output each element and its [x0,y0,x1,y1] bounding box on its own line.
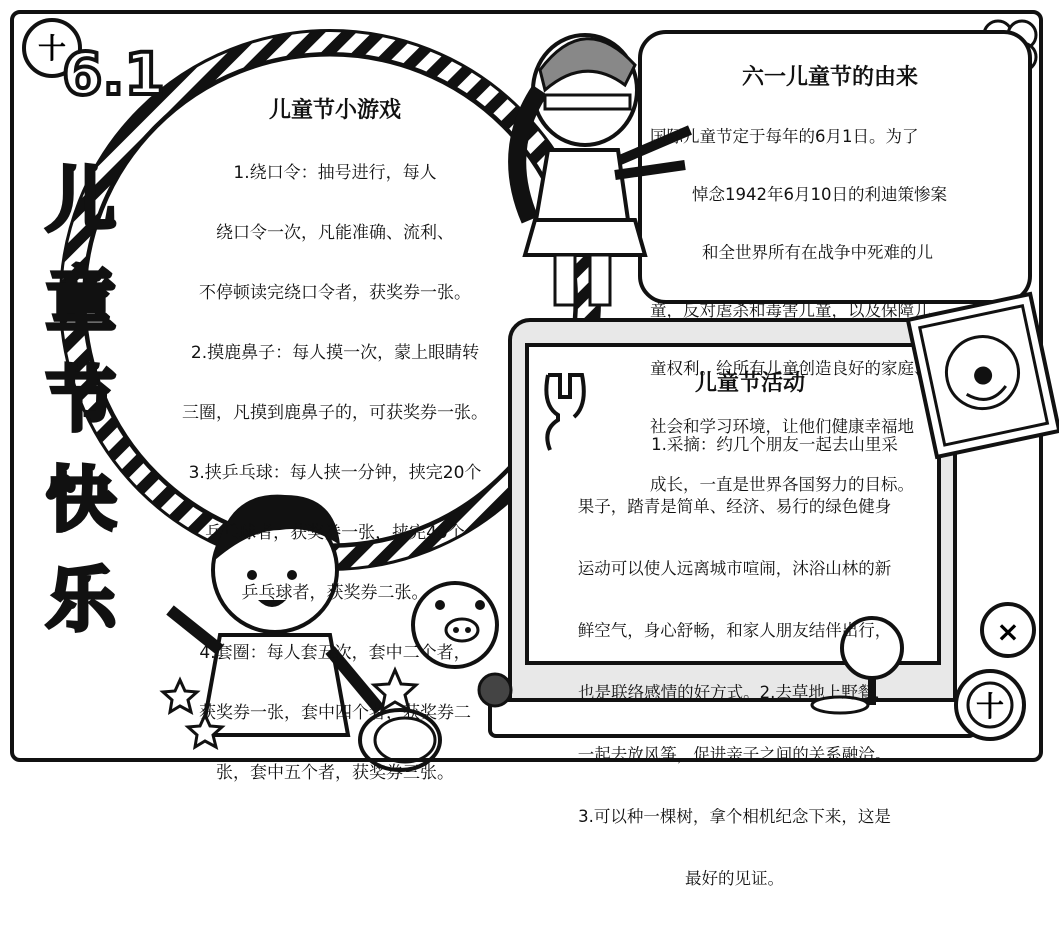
svg-text:十: 十 [975,690,1005,723]
activities-line: 最好的见证。 [685,869,784,888]
activities-line: 一起去放风筝，促进亲子之间的关系融洽。 [577,745,892,764]
plus-button-icon [956,671,1024,739]
activities-line: 鲜空气，身心舒畅，和家人朋友结伴出行， [577,621,892,640]
games-line: 1.绕口令：抽号进行，每人 [233,163,437,183]
origin-line: 国际儿童节定于每年的6月1日。为了 [650,127,919,146]
games-line: 三圈，凡摸到鹿鼻子的，可获奖券一张。 [182,403,488,423]
activities-line: 1.采摘：约几个朋友一起去山里采 [651,435,898,454]
activities-title: 儿童节活动 [694,371,805,396]
origin-line: 悼念1942年6月10日的利迪策惨案 [692,185,947,204]
origin-line: 成长，一直是世界各国努力的目标。 [650,475,914,494]
banner-char-4: 快 [46,459,116,541]
games-title: 儿童节小游戏 [268,98,401,123]
svg-text:×: × [996,615,1020,648]
games-line: 3.挟乒乓球：每人挟一分钟，挟完20个 [188,463,482,483]
close-button-icon [982,604,1034,656]
activities-line: 运动可以使人远离城市喧闹，沐浴山林的新 [577,559,892,578]
banner-char-3: 节 [46,359,116,441]
games-line: 乒乓球者，获奖券一张，挟完40个 [205,523,465,543]
games-line: 绕口令一次，凡能准确、流利、 [216,223,454,243]
svg-text:十: 十 [37,32,67,65]
games-line: 张，套中五个者，获奖券三张。 [216,763,454,783]
banner-char-5: 乐 [46,559,116,641]
origin-line: 童，反对虐杀和毒害儿童，以及保障儿 [650,301,931,320]
games-line: 不停顿读完绕口令者，获奖券一张。 [199,283,471,303]
activities-body [532,398,937,925]
activities-line: 3.可以种一棵树，拿个相机纪念下来，这是 [578,807,891,826]
games-line: 乒乓球者，获奖券二张。 [241,583,429,603]
games-line: 获奖券一张，套中四个者，获奖券二 [199,703,471,723]
banner-char-1: 儿 [46,159,116,241]
holiday-banner [26,150,136,650]
origin-title: 六一儿童节的由来 [741,65,918,90]
games-body [155,128,515,818]
games-line: 2.摸鹿鼻子：每人摸一次，蒙上眼睛转 [190,343,480,363]
origin-line: 和全世界所有在战争中死难的儿 [702,243,933,262]
origin-line: 童权利。给所有儿童创造良好的家庭、 [650,359,931,378]
activities-line: 也是联络感情的好方式。2.去草地上野餐， [578,683,891,702]
activities-line: 果子，踏青是简单、经济、易行的绿色健身 [577,497,892,516]
date-text: 6.1 [62,40,165,108]
origin-line: 社会和学习环境，让他们健康幸福地 [650,417,914,436]
games-line: 4.套圈：每人套五次，套中二个者， [199,643,471,663]
banner-char-2: 童 [46,259,116,341]
